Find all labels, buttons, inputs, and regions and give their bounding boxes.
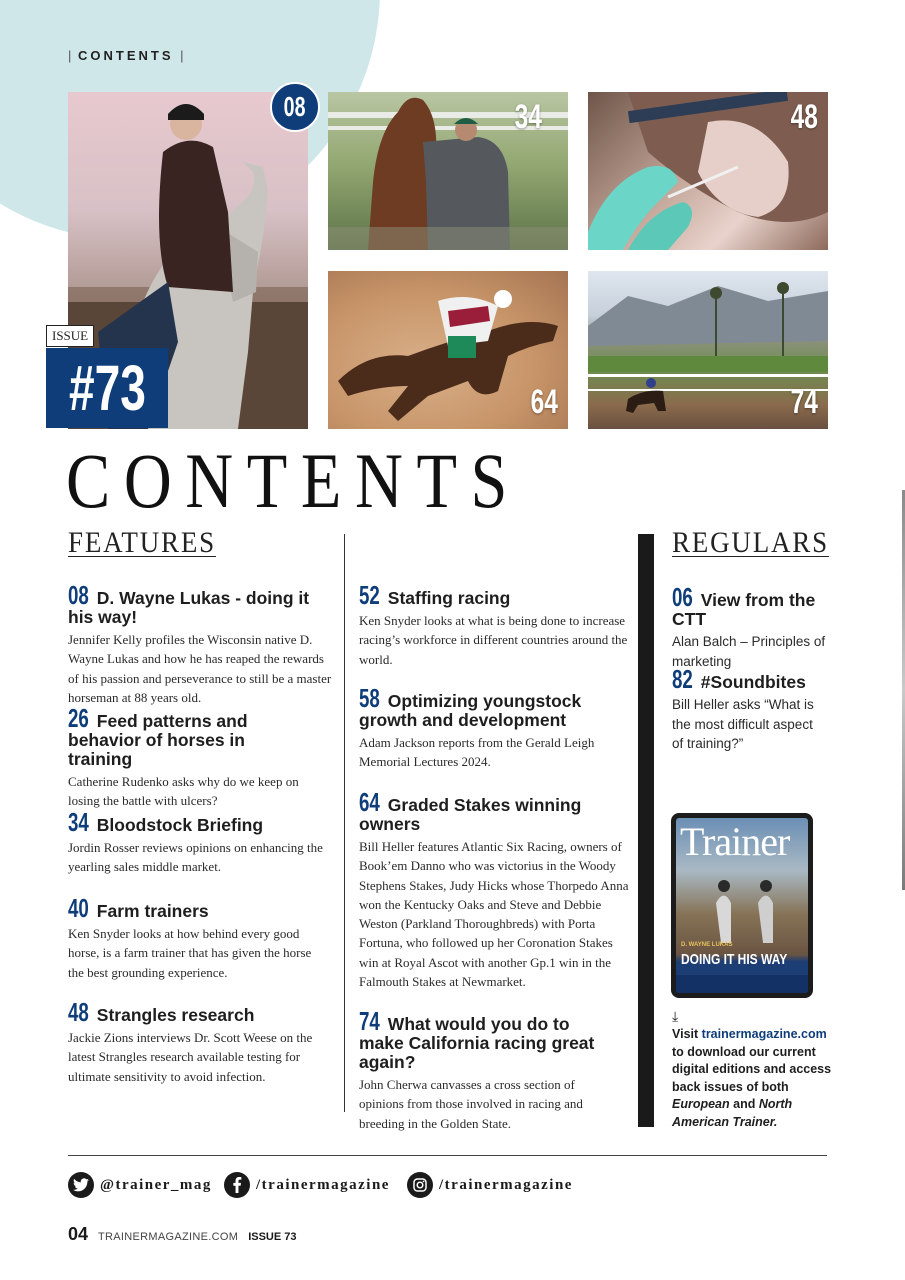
- article-entry[interactable]: [68, 580, 334, 707]
- regular-description: Bill Heller asks “What is the most difficult aspect of training?”: [672, 697, 814, 751]
- column-divider: [344, 534, 345, 1112]
- facebook-handle: /trainermagazine: [256, 1176, 390, 1193]
- article-entry[interactable]: [359, 1006, 599, 1133]
- article-title: Strangles research: [96, 1005, 255, 1025]
- article-entry[interactable]: [68, 997, 334, 1086]
- issue-number: #73: [46, 348, 168, 428]
- cover-headline: DOING IT HIS WAY: [681, 951, 788, 968]
- article-description: Ken Snyder looks at how behind every good horse, is a farm trainer that has given the horse the best grounding experience.: [68, 926, 312, 980]
- photo-page-number: 34: [514, 98, 542, 136]
- article-page: 34: [68, 807, 89, 837]
- article-description: Ken Snyder looks at what is being done to increase racing’s workforce in different countries around the world.: [359, 613, 628, 667]
- article-title: What would you do to make California racing great again?: [359, 1014, 595, 1072]
- article-page: 48: [68, 997, 89, 1027]
- photo-page-48[interactable]: [588, 92, 828, 250]
- twitter-link[interactable]: [68, 1172, 212, 1198]
- instagram-link[interactable]: [407, 1172, 573, 1198]
- cover-page-badge: 08: [270, 82, 320, 132]
- cover-masthead: Trainer: [680, 819, 790, 864]
- article-description: John Cherwa canvasses a cross section of opinions from those involved in racing and breeding in the Golden State.: [359, 1077, 583, 1131]
- website-link[interactable]: trainermagazine.com: [701, 1027, 827, 1041]
- article-title: Optimizing youngstock growth and development: [359, 691, 582, 730]
- download-icon[interactable]: ⤓: [672, 1008, 679, 1024]
- article-description: Bill Heller features Atlantic Six Racing, owners of Book’em Danno who was victorius in the Woody Stephens Stakes, Judy Hicks whose Thorpedo Anna won the Kentucky Oaks and Steve and Debbie Weston (Parkland Thoroughbreds) with Porta Fortuna, who followed up her Coronation Stakes win at Royal Ascot with another Gp.1 win in the Falmouth Stakes at Newmarket.: [359, 839, 629, 990]
- facebook-icon: [224, 1172, 250, 1198]
- photo-page-number: 64: [530, 383, 558, 421]
- article-description: Jennifer Kelly profiles the Wisconsin native D. Wayne Lukas and how he has reaped the rewards of his passion and perseverance to still be a master horseman at 88 years old.: [68, 632, 332, 705]
- article-page: 58: [359, 683, 380, 713]
- cover-strip: [676, 975, 808, 993]
- issue-label: ISSUE: [46, 325, 94, 347]
- regular-entry[interactable]: [672, 582, 832, 671]
- article-title: D. Wayne Lukas - doing it his way!: [68, 588, 310, 627]
- regular-title: View from the CTT: [672, 590, 816, 629]
- photo-page-34[interactable]: [328, 92, 568, 250]
- facebook-link[interactable]: [224, 1172, 390, 1198]
- article-title: Farm trainers: [96, 901, 209, 921]
- article-page: 26: [68, 703, 89, 733]
- page-footer: [68, 1224, 297, 1245]
- article-page: 64: [359, 787, 380, 817]
- article-description: Jordin Rosser reviews opinions on enhancing the yearling sales middle market.: [68, 840, 323, 875]
- article-title: Feed patterns and behavior of horses in training: [68, 711, 248, 769]
- article-entry[interactable]: [68, 807, 334, 877]
- regular-description: Alan Balch – Principles of marketing: [672, 634, 826, 669]
- article-entry[interactable]: [68, 703, 308, 811]
- article-entry[interactable]: [68, 893, 330, 982]
- regular-page: 82: [672, 664, 693, 694]
- digital-edition-tablet[interactable]: [671, 813, 813, 998]
- article-entry[interactable]: [359, 787, 629, 991]
- magazine-cover: [676, 818, 808, 993]
- article-page: 08: [68, 580, 89, 610]
- instagram-icon: [407, 1172, 433, 1198]
- photo-page-74[interactable]: [588, 271, 828, 429]
- article-entry[interactable]: [359, 683, 621, 772]
- twitter-icon: [68, 1172, 94, 1198]
- article-title: Bloodstock Briefing: [96, 815, 264, 835]
- article-title: Staffing racing: [387, 588, 511, 608]
- footer-issue: ISSUE 73: [248, 1231, 297, 1243]
- article-page: 74: [359, 1006, 380, 1036]
- article-page: 40: [68, 893, 89, 923]
- photo-page-number: 74: [790, 383, 818, 421]
- article-page: 52: [359, 580, 380, 610]
- cover-kicker: D. WAYNE LUKAS: [681, 942, 733, 948]
- regular-title: #Soundbites: [700, 672, 806, 692]
- regulars-sidebar-bar: [638, 534, 654, 1127]
- features-heading: FEATURES: [68, 526, 216, 559]
- article-description: Jackie Zions interviews Dr. Scott Weese on the latest Strangles research available testing for ultimate sensitivity to avoid infection.: [68, 1030, 313, 1084]
- photo-page-number: 48: [790, 98, 818, 136]
- footer-site: TRAINERMAGAZINE.COM: [98, 1231, 239, 1243]
- page-number: 04: [68, 1224, 89, 1244]
- page-title: CONTENTS: [66, 437, 522, 524]
- section-label: | CONTENTS |: [68, 48, 184, 63]
- regular-entry[interactable]: [672, 664, 822, 754]
- twitter-handle: @trainer_mag: [100, 1176, 212, 1193]
- instagram-handle: /trainermagazine: [439, 1176, 573, 1193]
- article-description: Catherine Rudenko asks why do we keep on losing the battle with ulcers?: [68, 774, 299, 809]
- photo-page-64[interactable]: [328, 271, 568, 429]
- regulars-heading: REGULARS: [672, 526, 829, 559]
- footer-rule: [68, 1155, 827, 1156]
- regular-page: 06: [672, 582, 693, 612]
- article-description: Adam Jackson reports from the Gerald Leigh Memorial Lectures 2024.: [359, 735, 595, 770]
- visit-text: Visit trainermagazine.com to download our current digital editions and access back issues of both European and North American Trainer.: [672, 1027, 832, 1129]
- article-entry[interactable]: [359, 580, 629, 669]
- article-title: Graded Stakes winning owners: [359, 795, 582, 834]
